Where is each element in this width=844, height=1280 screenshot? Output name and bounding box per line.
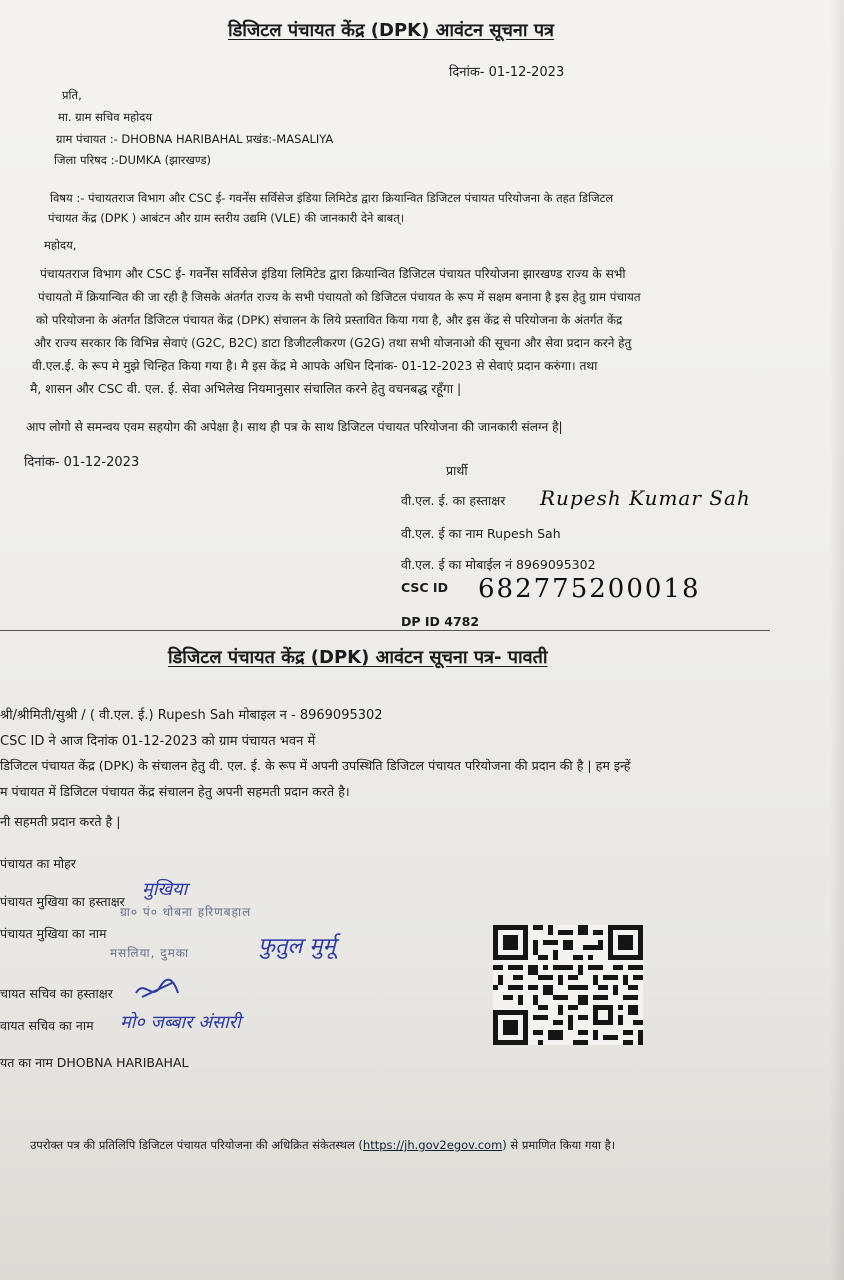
- receipt-title: डिजिटल पंचायत केंद्र (DPK) आवंटन सूचना पत्र- पावती: [168, 647, 548, 668]
- panchayat-name: यत का नाम DHOBNA HARIBAHAL: [0, 1055, 189, 1070]
- vle-signature: Rupesh Kumar Sah: [540, 486, 751, 510]
- bottom-date: दिनांक- 01-12-2023: [24, 455, 140, 470]
- sachiv-signature-scribble: [132, 975, 182, 1005]
- sachiv-name-handwritten: मो० जब्बार अंसारी: [120, 1012, 241, 1033]
- sachiv-name-label: वायत सचिव का नाम: [0, 1018, 94, 1033]
- seal-label: पंचायत का मोहर: [0, 856, 76, 871]
- vle-mobile: वी.एल. ई का मोबाईल नं 8969095302: [401, 557, 596, 572]
- address-to: मा. ग्राम सचिव महोदय: [58, 110, 153, 124]
- subject-line-2: पंचायत केंद्र (DPK ) आबंटन और ग्राम स्तरीय उद्यमि (VLE) की जानकारी देने बाबत्।: [48, 211, 405, 225]
- vle-name: वी.एल. ई का नाम Rupesh Sah: [401, 526, 561, 541]
- stamp-title: मुखिया: [142, 879, 188, 900]
- body-line: मै, शासन और CSC वी. एल. ई. सेवा अभिलेख नियमानुसार संचालित करने हेतु वचनबद्ध रहूँगा |: [30, 381, 462, 396]
- mukhiya-name-label: पंचायत मुखिया का नाम: [0, 926, 107, 941]
- letter-title: डिजिटल पंचायत केंद्र (DPK) आवंटन सूचना पत्र: [228, 20, 554, 41]
- cooperation-line: आप लोगो से समन्वय एवम सहयोग की अपेक्षा है। साथ ही पत्र के साथ डिजिटल पंचायत परियोजना की जानकारी संलग्न है|: [26, 420, 563, 434]
- receipt-line-1: श्री/श्रीमिती/सुश्री / ( वी.एल. ई.) Rupesh Sah मोबाइल न - 8969095302: [0, 708, 383, 723]
- body-line: को परियोजना के अंतर्गत डिजिटल पंचायत केंद्र (DPK) संचालन के लिये प्रस्तावित किया गया है, और इस केंद्र से परियोजना के अंतर्गत केंद्र: [36, 313, 623, 327]
- section-divider: [0, 630, 770, 631]
- salutation: महोदय,: [44, 238, 77, 252]
- sachiv-signature-label: चायत सचिव का हस्ताक्षर: [0, 986, 113, 1001]
- footer-text-before: उपरोक्त पत्र की प्रतिलिपि डिजिटल पंचायत परियोजना की अधिक्रित संकेतस्थल (: [30, 1138, 363, 1152]
- stamp-line-1: ग्रा० पं० धोबना हरिणबहाल: [120, 905, 252, 919]
- csc-id-handwritten: 682775200018: [478, 574, 701, 604]
- footer-link[interactable]: https://jh.gov2egov.com: [362, 1138, 503, 1152]
- body-line: वी.एल.ई. के रूप मे मुझे चिन्हित किया गया है। मै इस केंद्र मे आपके अधिन दिनांक- 01-12-2023 से सेवाएं प्रदान करुंगा। तथा: [32, 359, 598, 373]
- stamp-line-2: मसलिया, दुमका: [110, 946, 190, 960]
- receipt-line-4: म पंचायत में डिजिटल पंचायत केंद्र संचालन हेतु अपनी सहमती प्रदान करते है।: [0, 784, 350, 799]
- receipt-line-5: नी सहमती प्रदान करते है |: [0, 814, 121, 829]
- address-prati: प्रति,: [62, 88, 82, 102]
- body-line: और राज्य सरकार कि विभिन्न सेवाएं (G2C, B2C) डाटा डिजीटलीकरण (G2G) तथा सभी योजनाओ की सूचना और सेवा प्रदान करने हेतु: [34, 336, 632, 350]
- dp-id: DP ID 4782: [401, 614, 480, 629]
- applicant-label: प्रार्थी: [446, 463, 468, 478]
- mukhiya-signature: फुतुल मुर्मू: [258, 934, 336, 959]
- vle-signature-label: वी.एल. ई. का हस्ताक्षर: [401, 493, 506, 508]
- body-line: पंचायतराज विभाग और CSC ई- गवर्नेंस सर्विसेज इंडिया लिमिटेड द्वारा क्रियान्वित डिजिटल पंचायत परियोजना झारखण्ड राज्य के सभी: [40, 267, 626, 281]
- receipt-line-3: डिजिटल पंचायत केंद्र (DPK) के संचालन हेतु वी. एल. ई. के रूप में अपनी उपस्थिति डिजिटल पंचायत परियोजना की प्रदान की है | हम इन्हें: [0, 758, 631, 773]
- footer-text-after: ) से प्रमाणित किया गया है।: [502, 1138, 616, 1152]
- address-panchayat: ग्राम पंचायत :- DHOBNA HARIBAHAL प्रखंड:-MASALIYA: [56, 132, 334, 146]
- subject-line-1: विषय :- पंचायतराज विभाग और CSC ई- गवर्नेंस सर्विसेज इंडिया लिमिटेड द्वारा क्रियान्वित डिजिटल पंचायत परियोजना के तहत डिजिटल: [50, 191, 614, 205]
- mukhiya-signature-label: पंचायत मुखिया का हस्ताक्षर: [0, 894, 125, 909]
- address-district: जिला परिषद :-DUMKA (झारखण्ड): [54, 153, 212, 167]
- body-line: पंचायतो में क्रियान्वित की जा रही है जिसके अंतर्गत राज्य के सभी पंचायतो को डिजिटल पंचायत के रूप में सक्षम बनाना है इस हेतु ग्राम पंचायत: [38, 290, 641, 304]
- footer-note: [30, 1138, 615, 1153]
- page-edge-shadow: [830, 0, 844, 1280]
- qr-code-icon: [493, 925, 643, 1045]
- csc-id-label: CSC ID: [401, 580, 448, 595]
- letter-date: दिनांक- 01-12-2023: [449, 65, 565, 80]
- receipt-line-2: CSC ID ने आज दिनांक 01-12-2023 को ग्राम पंचायत भवन में: [0, 734, 316, 749]
